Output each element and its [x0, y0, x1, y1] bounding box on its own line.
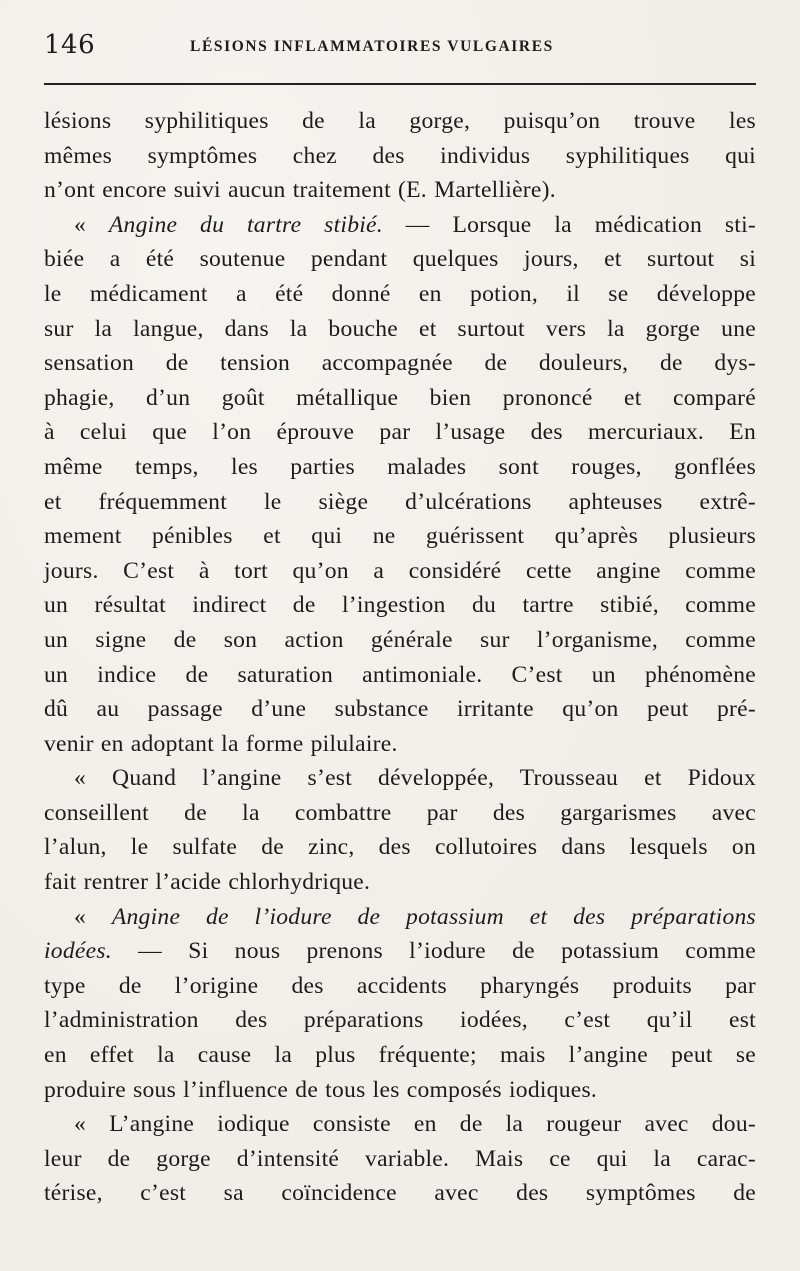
header-rule — [44, 83, 756, 85]
line-text: l’administration des préparations iodées, c’est qu’il est — [44, 1007, 756, 1034]
text-line — [44, 139, 756, 174]
text-line — [44, 208, 756, 243]
page-header — [44, 30, 756, 66]
line-text: en effet la cause la plus fréquente; mais l’angine peut se — [44, 1042, 756, 1069]
text-line — [44, 450, 756, 485]
text-line — [44, 346, 756, 381]
quote-mark: « — [74, 211, 109, 238]
text-line — [44, 1003, 756, 1038]
line-text: jours. C’est à tort qu’on a considéré cette angine comme — [44, 557, 756, 584]
running-title: LÉSIONS INFLAMMATOIRES VULGAIRES — [190, 38, 554, 55]
text-line — [44, 485, 756, 520]
text-line — [44, 830, 756, 865]
line-text: sensation de tension accompagnée de douleurs, de dys- — [44, 350, 756, 377]
line-text: leur de gorge d’intensité variable. Mais ce qui la carac- — [44, 1145, 756, 1172]
text-line — [44, 1176, 756, 1211]
line-text: un signe de son action générale sur l’organisme, comme — [44, 626, 756, 653]
text-line — [44, 381, 756, 416]
quote-mark: « — [74, 903, 112, 930]
line-text: un indice de saturation antimoniale. C’est un phénomène — [44, 661, 756, 688]
line-text: à celui que l’on éprouve par l’usage des mercuriaux. En — [44, 419, 756, 446]
body-text — [44, 104, 756, 1211]
text-line — [44, 173, 756, 208]
text-line — [44, 1107, 756, 1142]
text-line — [44, 623, 756, 658]
text-line — [44, 242, 756, 277]
line-text: même temps, les parties malades sont rouges, gonflées — [44, 453, 756, 480]
text-line — [44, 104, 756, 139]
text-line — [44, 519, 756, 554]
text-line — [44, 692, 756, 727]
text-line — [44, 761, 756, 796]
line-text: un résultat indirect de l’ingestion du tartre stibié, comme — [44, 592, 756, 619]
line-text: dû au passage d’une substance irritante qu’on peut pré- — [44, 696, 756, 723]
text-line — [44, 934, 756, 969]
text-line — [44, 588, 756, 623]
line-text: type de l’origine des accidents pharyngés produits par — [44, 972, 756, 999]
line-text: l’alun, le sulfate de zinc, des collutoires dans lesquels on — [44, 834, 756, 861]
text-line — [44, 1073, 756, 1108]
line-text: « Quand l’angine s’est développée, Trousseau et Pidoux — [74, 765, 756, 792]
section-heading: Angine de l’iodure de potassium et des préparations — [111, 903, 756, 930]
text-line — [44, 796, 756, 831]
line-text: n’ont encore suivi aucun traitement (E. Martellière). — [44, 177, 556, 204]
line-text: « L’angine iodique consiste en de la rougeur avec dou- — [74, 1111, 756, 1138]
line-text: térise, c’est sa coïncidence avec des symptômes de — [44, 1180, 756, 1207]
line-text: produire sous l’influence de tous les composés iodiques. — [44, 1076, 598, 1103]
text-line — [44, 312, 756, 347]
section-heading: iodées. — [44, 938, 112, 965]
section-heading: Angine du tartre stibié. — [108, 211, 383, 238]
line-text: biée a été soutenue pendant quelques jours, et surtout si — [44, 246, 756, 273]
line-text: et fréquemment le siège d’ulcérations aphteuses extrê- — [44, 488, 756, 515]
text-line — [44, 554, 756, 589]
line-text: mement pénibles et qui ne guérissent qu’après plusieurs — [44, 523, 756, 550]
line-text: sur la langue, dans la bouche et surtout vers la gorge une — [44, 315, 756, 342]
text-line — [44, 969, 756, 1004]
text-line — [44, 415, 756, 450]
text-line — [44, 1142, 756, 1177]
line-text: venir en adoptant la forme pilulaire. — [44, 730, 398, 757]
line-text: — Si nous prenons l’iodure de potassium comme — [111, 938, 756, 965]
line-text: conseillent de la combattre par des gargarismes avec — [44, 799, 756, 826]
text-line — [44, 277, 756, 312]
line-text: mêmes symptômes chez des individus syphilitiques qui — [44, 142, 756, 169]
page-number: 146 — [44, 30, 96, 60]
text-line — [44, 865, 756, 900]
text-line — [44, 727, 756, 762]
line-text: phagie, d’un goût métallique bien prononcé et comparé — [44, 384, 756, 411]
text-line — [44, 658, 756, 693]
text-line — [44, 1038, 756, 1073]
text-line — [44, 900, 756, 935]
line-text: — Lorsque la médication sti- — [382, 211, 756, 238]
line-text: fait rentrer l’acide chlorhydrique. — [44, 869, 371, 896]
line-text: lésions syphilitiques de la gorge, puisqu’on trouve les — [44, 108, 756, 134]
line-text: le médicament a été donné en potion, il se développe — [44, 280, 756, 307]
